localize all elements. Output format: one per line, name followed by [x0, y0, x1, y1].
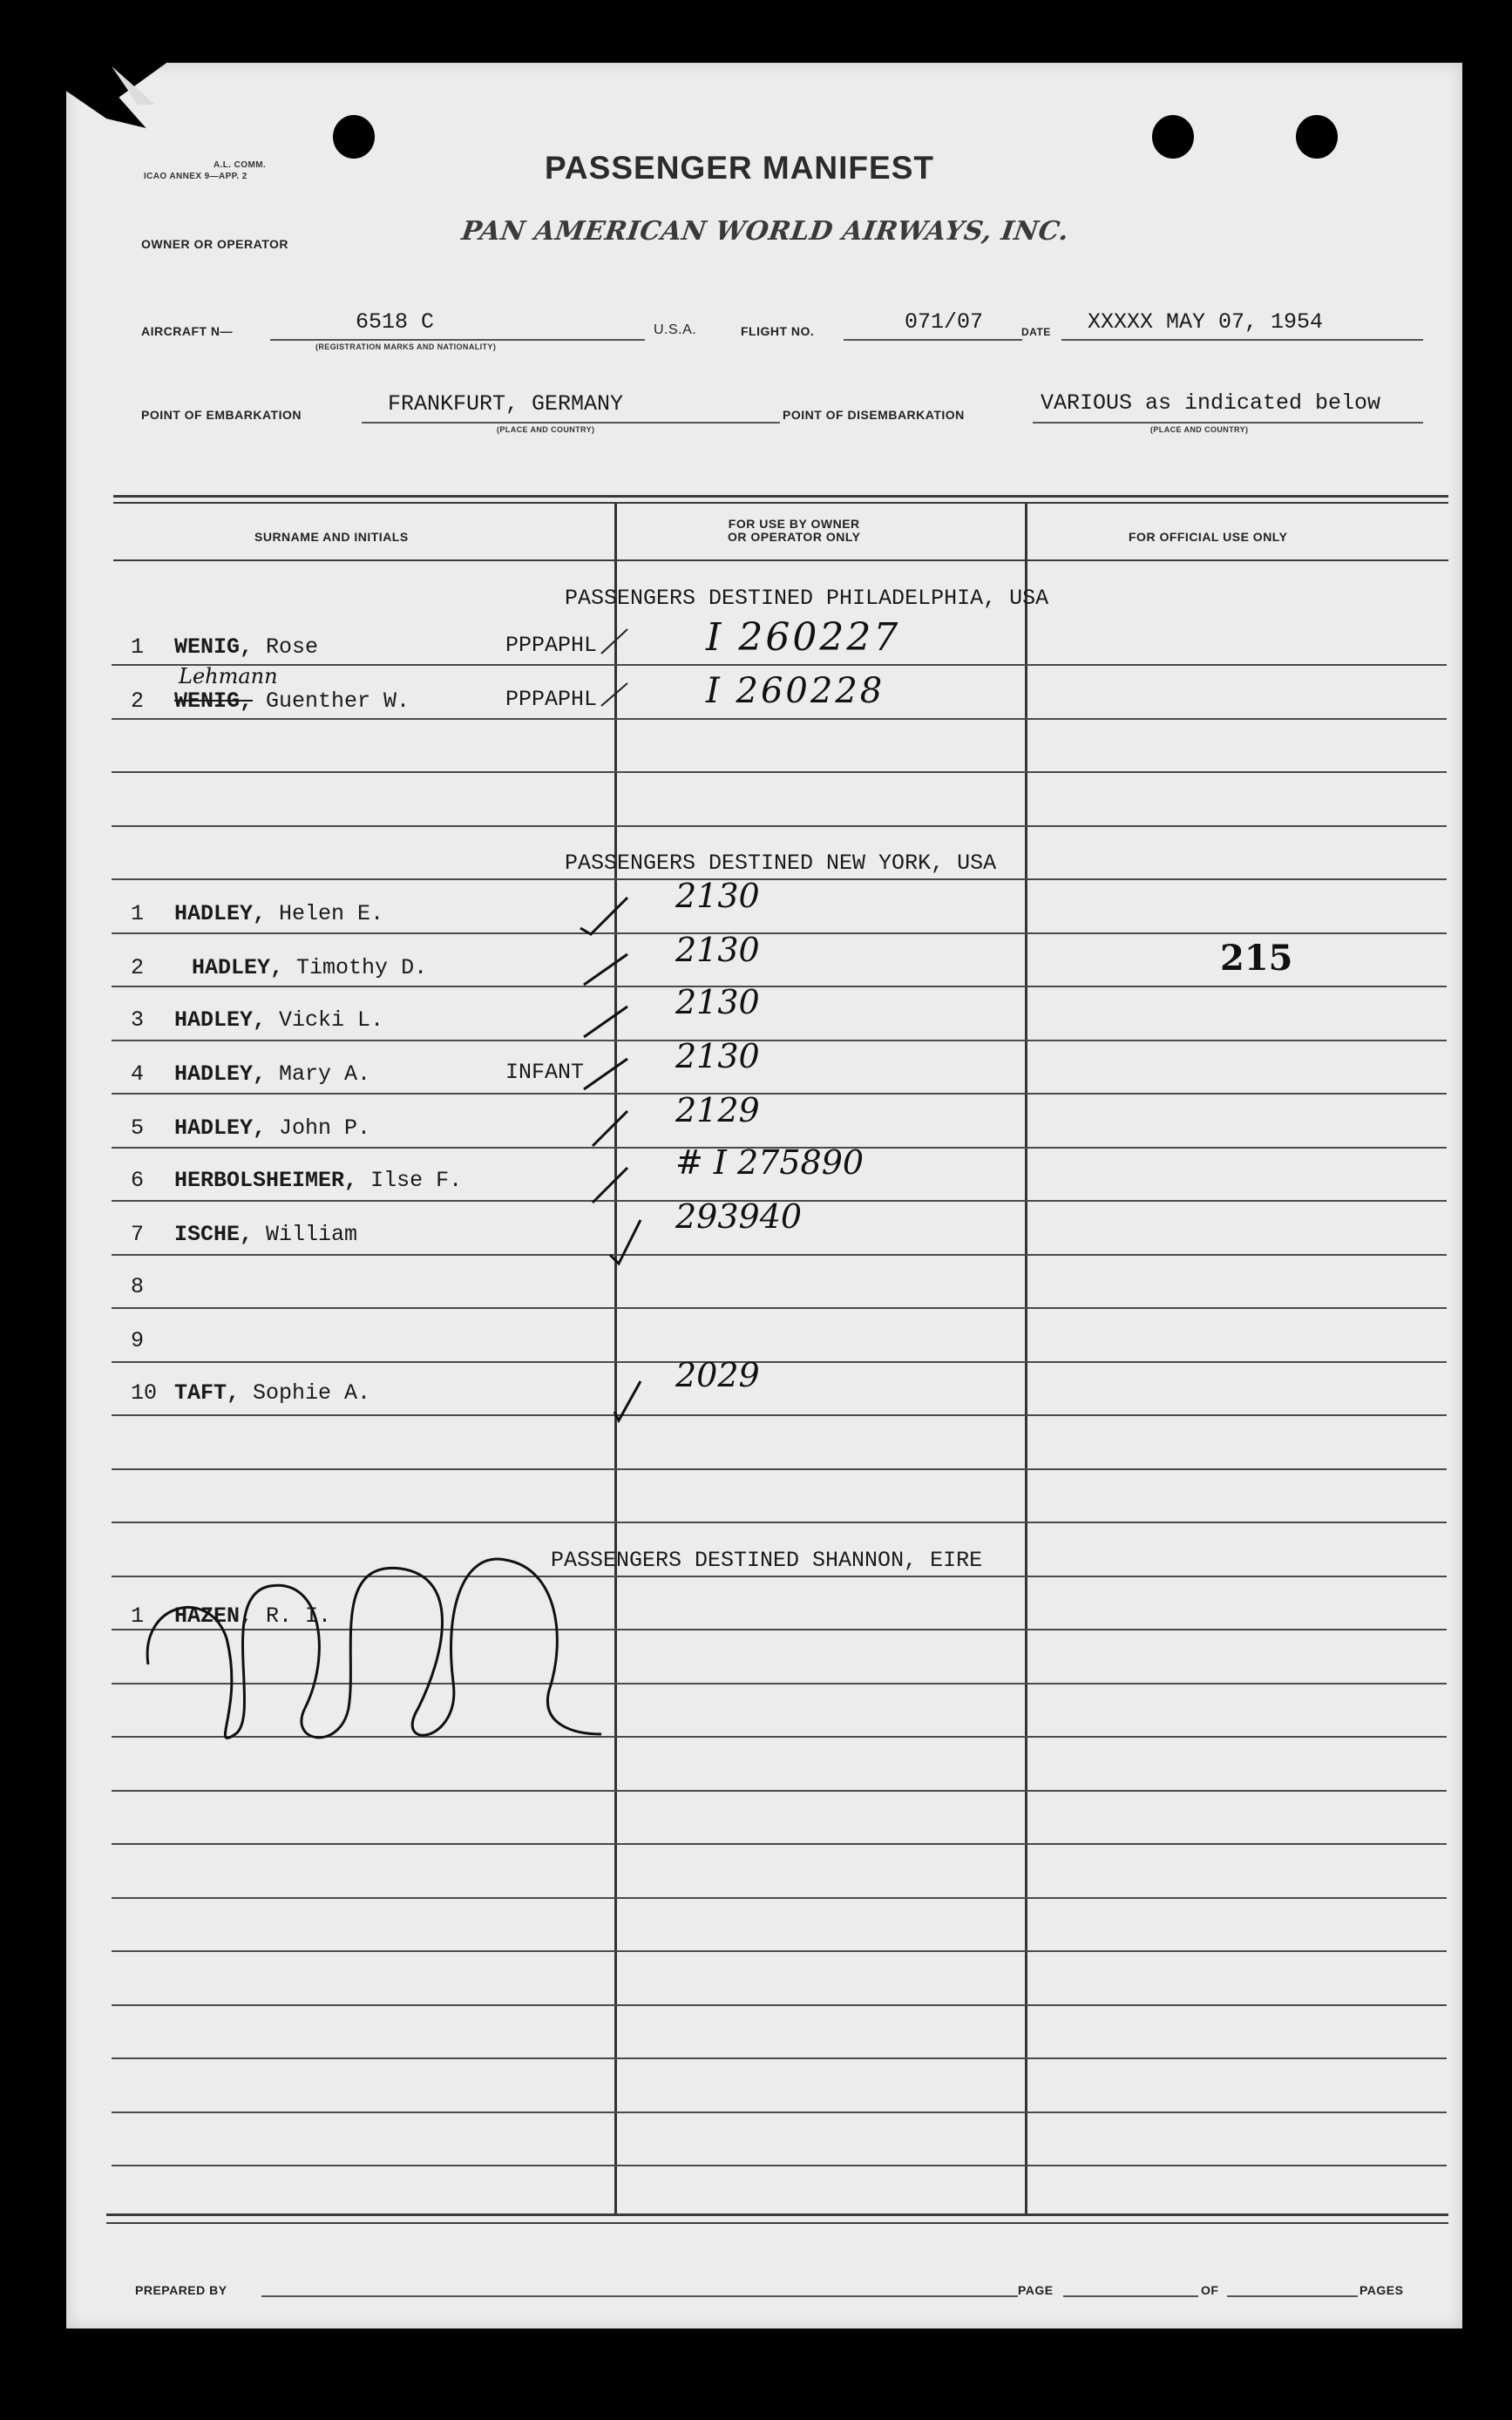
row-number: 1 — [131, 634, 145, 660]
prepared-by-label: PREPARED BY — [135, 2283, 227, 2297]
row-rule — [112, 664, 1447, 666]
aircraft-label: AIRCRAFT N— — [141, 324, 234, 338]
row-number: 7 — [131, 1222, 145, 1247]
prepared-by-underline — [261, 2295, 1018, 2297]
handwritten-note: 293940 — [675, 1197, 803, 1236]
handwritten-note: 2129 — [675, 1091, 760, 1129]
row-rule — [112, 1468, 1447, 1470]
handwritten-note: I 260228 — [706, 671, 885, 711]
row-rule — [112, 2057, 1447, 2059]
aircraft-underline — [270, 339, 645, 341]
row-rule — [112, 932, 1447, 934]
embarkation-note: (PLACE AND COUNTRY) — [497, 425, 595, 434]
row-rule — [112, 1040, 1447, 1041]
passenger-name: TAFT, Sophie A. — [174, 1380, 371, 1406]
handwritten-note: # I 275890 — [675, 1143, 864, 1182]
row-rule — [112, 2165, 1447, 2166]
handwritten-correction: Lehmann — [179, 664, 278, 688]
cancellation-scribble — [131, 1534, 619, 1760]
row-rule — [112, 1414, 1447, 1416]
row-rule — [112, 718, 1447, 720]
row-rule — [112, 771, 1447, 773]
row-number: 4 — [131, 1061, 145, 1087]
disembarkation-label: POINT OF DISEMBARKATION — [783, 408, 965, 422]
section-philadelphia: PASSENGERS DESTINED PHILADELPHIA, USA — [565, 586, 1049, 611]
flight-label: FLIGHT NO. — [741, 324, 815, 338]
page-label: PAGE — [1018, 2283, 1054, 2297]
punch-hole — [333, 115, 375, 159]
column-divider — [1025, 504, 1027, 2216]
punch-hole — [1152, 115, 1194, 159]
passenger-name: HADLEY, John P. — [174, 1115, 371, 1141]
row-rule — [112, 1897, 1447, 1899]
embarkation-value: FRANKFURT, GERMANY — [388, 391, 624, 417]
disembarkation-note: (PLACE AND COUNTRY) — [1150, 425, 1249, 434]
date-value: XXXXX MAY 07, 1954 — [1088, 309, 1324, 335]
manifest-title: PASSENGER MANIFEST — [545, 150, 934, 186]
row-rule — [112, 825, 1447, 827]
row-rule — [112, 1361, 1447, 1363]
row-number: 10 — [131, 1380, 158, 1406]
row-rule — [112, 1843, 1447, 1845]
row-number: 2 — [131, 688, 145, 714]
passenger-name: WENIG, Guenther W. — [174, 688, 410, 714]
company-name: PAN AMERICAN WORLD AIRWAYS, INC. — [459, 216, 1071, 247]
row-rule — [112, 878, 1447, 880]
owner-label: OWNER OR OPERATOR — [141, 237, 288, 251]
row-rule — [112, 1950, 1447, 1952]
col-surname-header: SURNAME AND INITIALS — [254, 530, 409, 544]
aircraft-value: 6518 C — [356, 309, 435, 335]
col-official-header: FOR OFFICIAL USE ONLY — [1129, 530, 1288, 544]
col-owner-header: FOR USE BY OWNER OR OPERATOR ONLY — [728, 517, 861, 544]
pages-label: PAGES — [1359, 2283, 1404, 2297]
passenger-name: HADLEY, Helen E. — [174, 901, 384, 926]
row-rule — [112, 2004, 1447, 2006]
of-underline — [1227, 2295, 1358, 2297]
passenger-name: HADLEY, Mary A. — [174, 1061, 371, 1087]
row-rule — [112, 2112, 1447, 2113]
table-top-rule-2 — [113, 502, 1448, 504]
official-note: 215 — [1220, 938, 1293, 979]
passenger-name: HERBOLSHEIMER, Ilse F. — [174, 1168, 463, 1193]
passenger-code: PPPAPHL — [505, 633, 598, 658]
handwritten-note: 2130 — [675, 983, 760, 1021]
handwritten-note: I 260227 — [706, 615, 901, 660]
row-number: 1 — [131, 901, 145, 926]
table-bottom-rule-2 — [106, 2222, 1448, 2224]
regulation-reference: A.L. COMM. ICAO ANNEX 9—APP. 2 — [144, 160, 267, 181]
of-label: OF — [1201, 2283, 1219, 2297]
date-label: DATE — [1021, 326, 1051, 338]
handwritten-note: 2130 — [675, 877, 760, 915]
row-number: 1 — [131, 1603, 145, 1629]
row-number: 9 — [131, 1328, 145, 1353]
passenger-name: WENIG, Rose — [174, 634, 319, 660]
embarkation-underline — [362, 422, 780, 424]
section-new-york: PASSENGERS DESTINED NEW YORK, USA — [565, 851, 997, 876]
disembarkation-underline — [1033, 422, 1423, 424]
handwritten-note: 2029 — [675, 1356, 760, 1394]
row-number: 3 — [131, 1007, 145, 1033]
passenger-code: INFANT — [505, 1060, 585, 1085]
flight-value: 071/07 — [905, 309, 984, 335]
row-number: 2 — [131, 955, 145, 980]
flight-underline — [844, 339, 1022, 341]
passenger-name: ISCHE, William — [174, 1222, 358, 1247]
row-rule — [112, 1790, 1447, 1792]
row-number: 6 — [131, 1168, 145, 1193]
table-top-rule — [113, 495, 1448, 498]
header-rule — [113, 559, 1448, 561]
handwritten-note: 2130 — [675, 931, 760, 969]
row-rule — [112, 1307, 1447, 1309]
passenger-name: HADLEY, Vicki L. — [174, 1007, 384, 1033]
checkmarks — [575, 610, 680, 1429]
handwritten-note: 2130 — [675, 1037, 760, 1075]
disembarkation-value: VARIOUS as indicated below — [1041, 390, 1381, 416]
table-bottom-rule — [106, 2213, 1448, 2216]
punch-hole — [1296, 115, 1338, 159]
registration-note: (REGISTRATION MARKS AND NATIONALITY) — [315, 342, 497, 351]
passenger-code: PPPAPHL — [505, 687, 598, 712]
page-underline — [1063, 2295, 1198, 2297]
usa-label: U.S.A. — [654, 322, 697, 337]
section-shannon: PASSENGERS DESTINED SHANNON, EIRE — [551, 1548, 983, 1573]
row-number: 8 — [131, 1274, 145, 1299]
row-rule — [112, 1522, 1447, 1523]
row-number: 5 — [131, 1115, 145, 1141]
passenger-name: HAZEN, R. I. — [174, 1603, 332, 1629]
row-rule — [112, 1254, 1447, 1256]
passenger-name: HADLEY, Timothy D. — [192, 955, 428, 980]
date-underline — [1061, 339, 1423, 341]
embarkation-label: POINT OF EMBARKATION — [141, 408, 302, 422]
row-rule — [112, 1093, 1447, 1095]
row-rule — [112, 986, 1447, 987]
